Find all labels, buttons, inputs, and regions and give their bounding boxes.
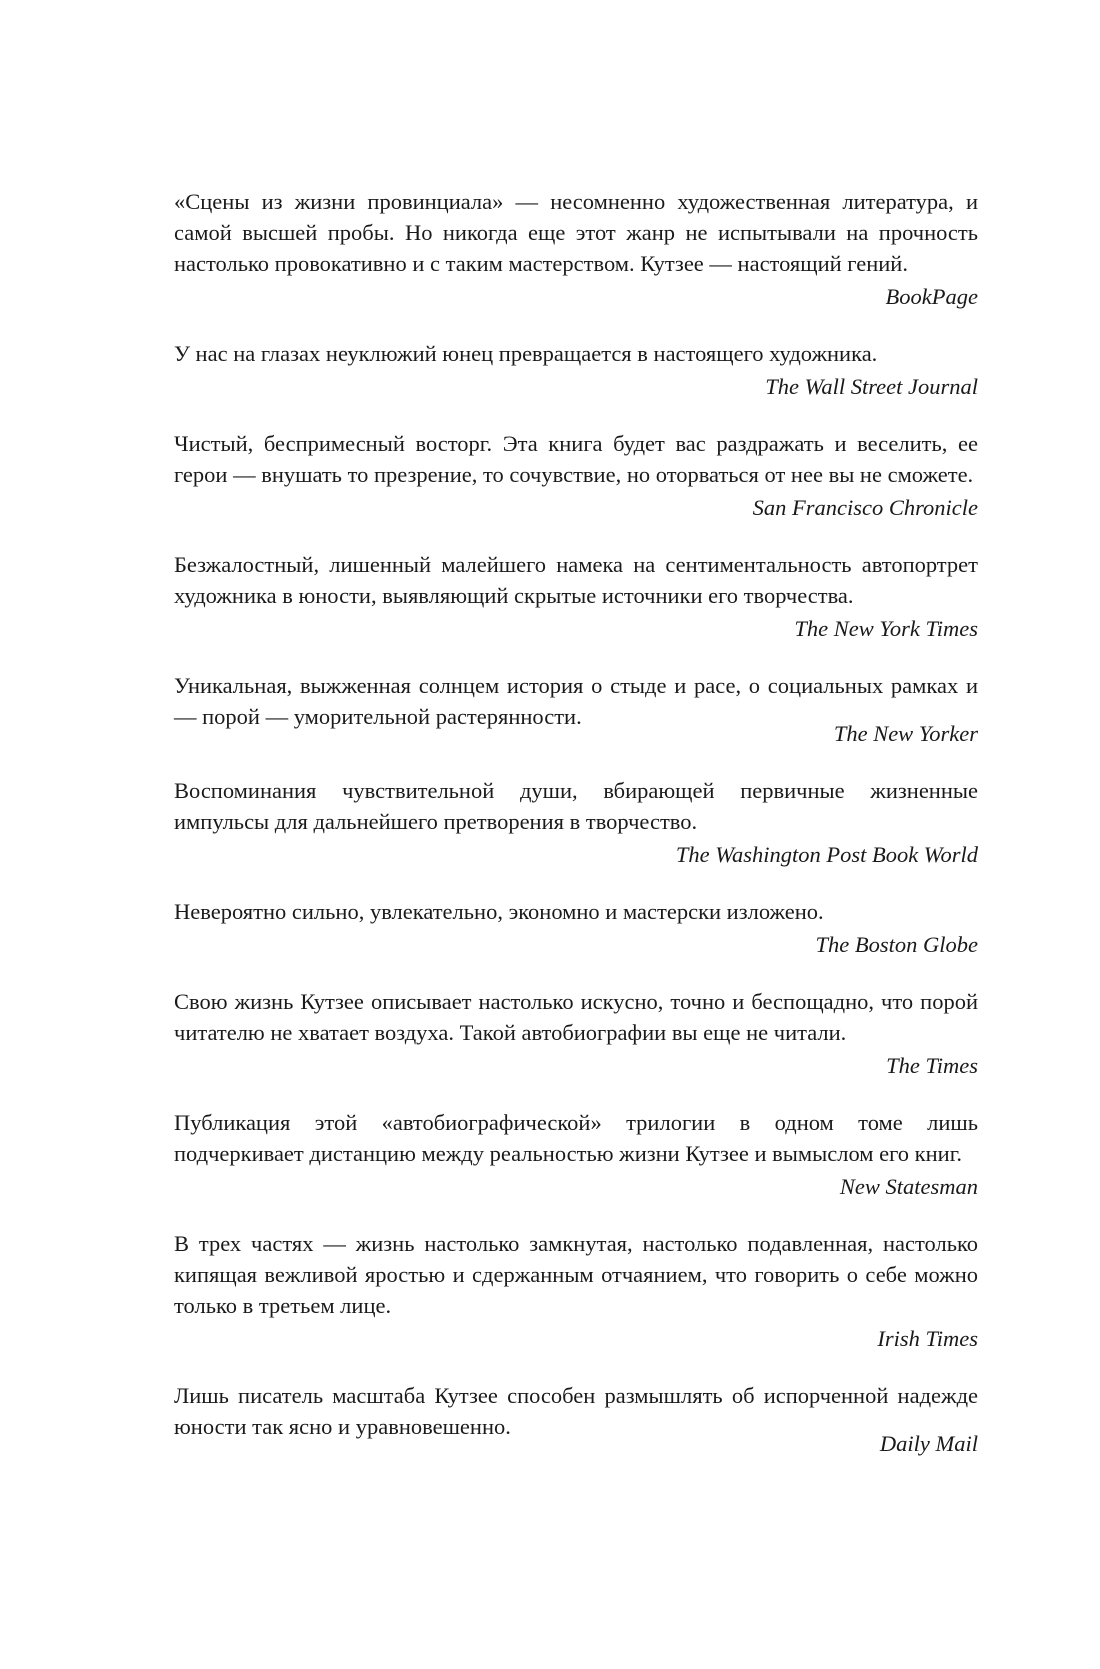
quote-source: BookPage [885, 284, 978, 309]
quote-text: Публикация этой «автобиографической» трилогии в одном томе лишь подчеркивает дистанцию между реальностью жизни Кутзее и вымыслом его книг. [174, 1110, 978, 1166]
quote-text: Свою жизнь Кутзее описывает настолько искусно, точно и беспощадно, что порой читателю не хватает воздуха. Такой автобиографии вы еще не читали. [174, 989, 978, 1045]
quote-text: Лишь писатель масштаба Кутзее способен размышлять об испорченной надежде юности так ясно и уравновешенно. [174, 1383, 978, 1439]
review-quote [174, 1228, 978, 1354]
quote-source: The Washington Post Book World [675, 842, 978, 867]
quote-source: The Times [886, 1053, 978, 1078]
quote-source: New Statesman [839, 1174, 978, 1199]
quote-source: The New Yorker [833, 721, 978, 746]
quote-text: Воспоминания чувствительной души, вбирающей первичные жизненные импульсы для дальнейшего претворения в творчество. [174, 778, 978, 834]
review-quote [174, 670, 978, 749]
review-quote [174, 986, 978, 1081]
review-quotes-list [174, 186, 978, 1485]
quote-text: В трех частях — жизнь настолько замкнутая, настолько подавленная, настолько кипящая вежливой яростью и сдержанным отчаянием, что говорить о себе можно только в третьем лице. [174, 1231, 978, 1318]
quote-source: The New York Times [794, 616, 978, 641]
quote-text: Уникальная, выжженная солнцем история о стыде и расе, о социальных рамках и — порой — уморительной растерянности. [174, 673, 978, 729]
quote-text: Чистый, беспримесный восторг. Эта книга будет вас раздражать и веселить, ее герои — внушать то презрение, то сочувствие, но оторваться от нее вы не сможете. [174, 431, 978, 487]
review-quote [174, 428, 978, 523]
quote-source: The Wall Street Journal [765, 374, 978, 399]
quote-source: Irish Times [877, 1326, 978, 1351]
review-quote [174, 1107, 978, 1202]
quote-text: «Сцены из жизни провинциала» — несомненно художественная литература, и самой высшей пробы. Но никогда еще этот жанр не испытывали на прочность настолько провокативно и с таким мастерством. Кутзее — настоящий гений. [174, 189, 978, 276]
review-quote [174, 549, 978, 644]
quote-text: У нас на глазах неуклюжий юнец превращается в настоящего художника. [174, 341, 878, 366]
review-quote [174, 338, 978, 402]
quote-source: The Boston Globe [815, 932, 978, 957]
review-quote [174, 186, 978, 312]
review-quote [174, 775, 978, 870]
quote-source: San Francisco Chronicle [752, 495, 978, 520]
review-quote [174, 1380, 978, 1459]
quote-text: Безжалостный, лишенный малейшего намека на сентиментальность автопортрет художника в юности, выявляющий скрытые источники его творчества. [174, 552, 978, 608]
quote-source: Daily Mail [879, 1431, 978, 1456]
quote-text: Невероятно сильно, увлекательно, экономно и мастерски изложено. [174, 899, 824, 924]
review-quote [174, 896, 978, 960]
